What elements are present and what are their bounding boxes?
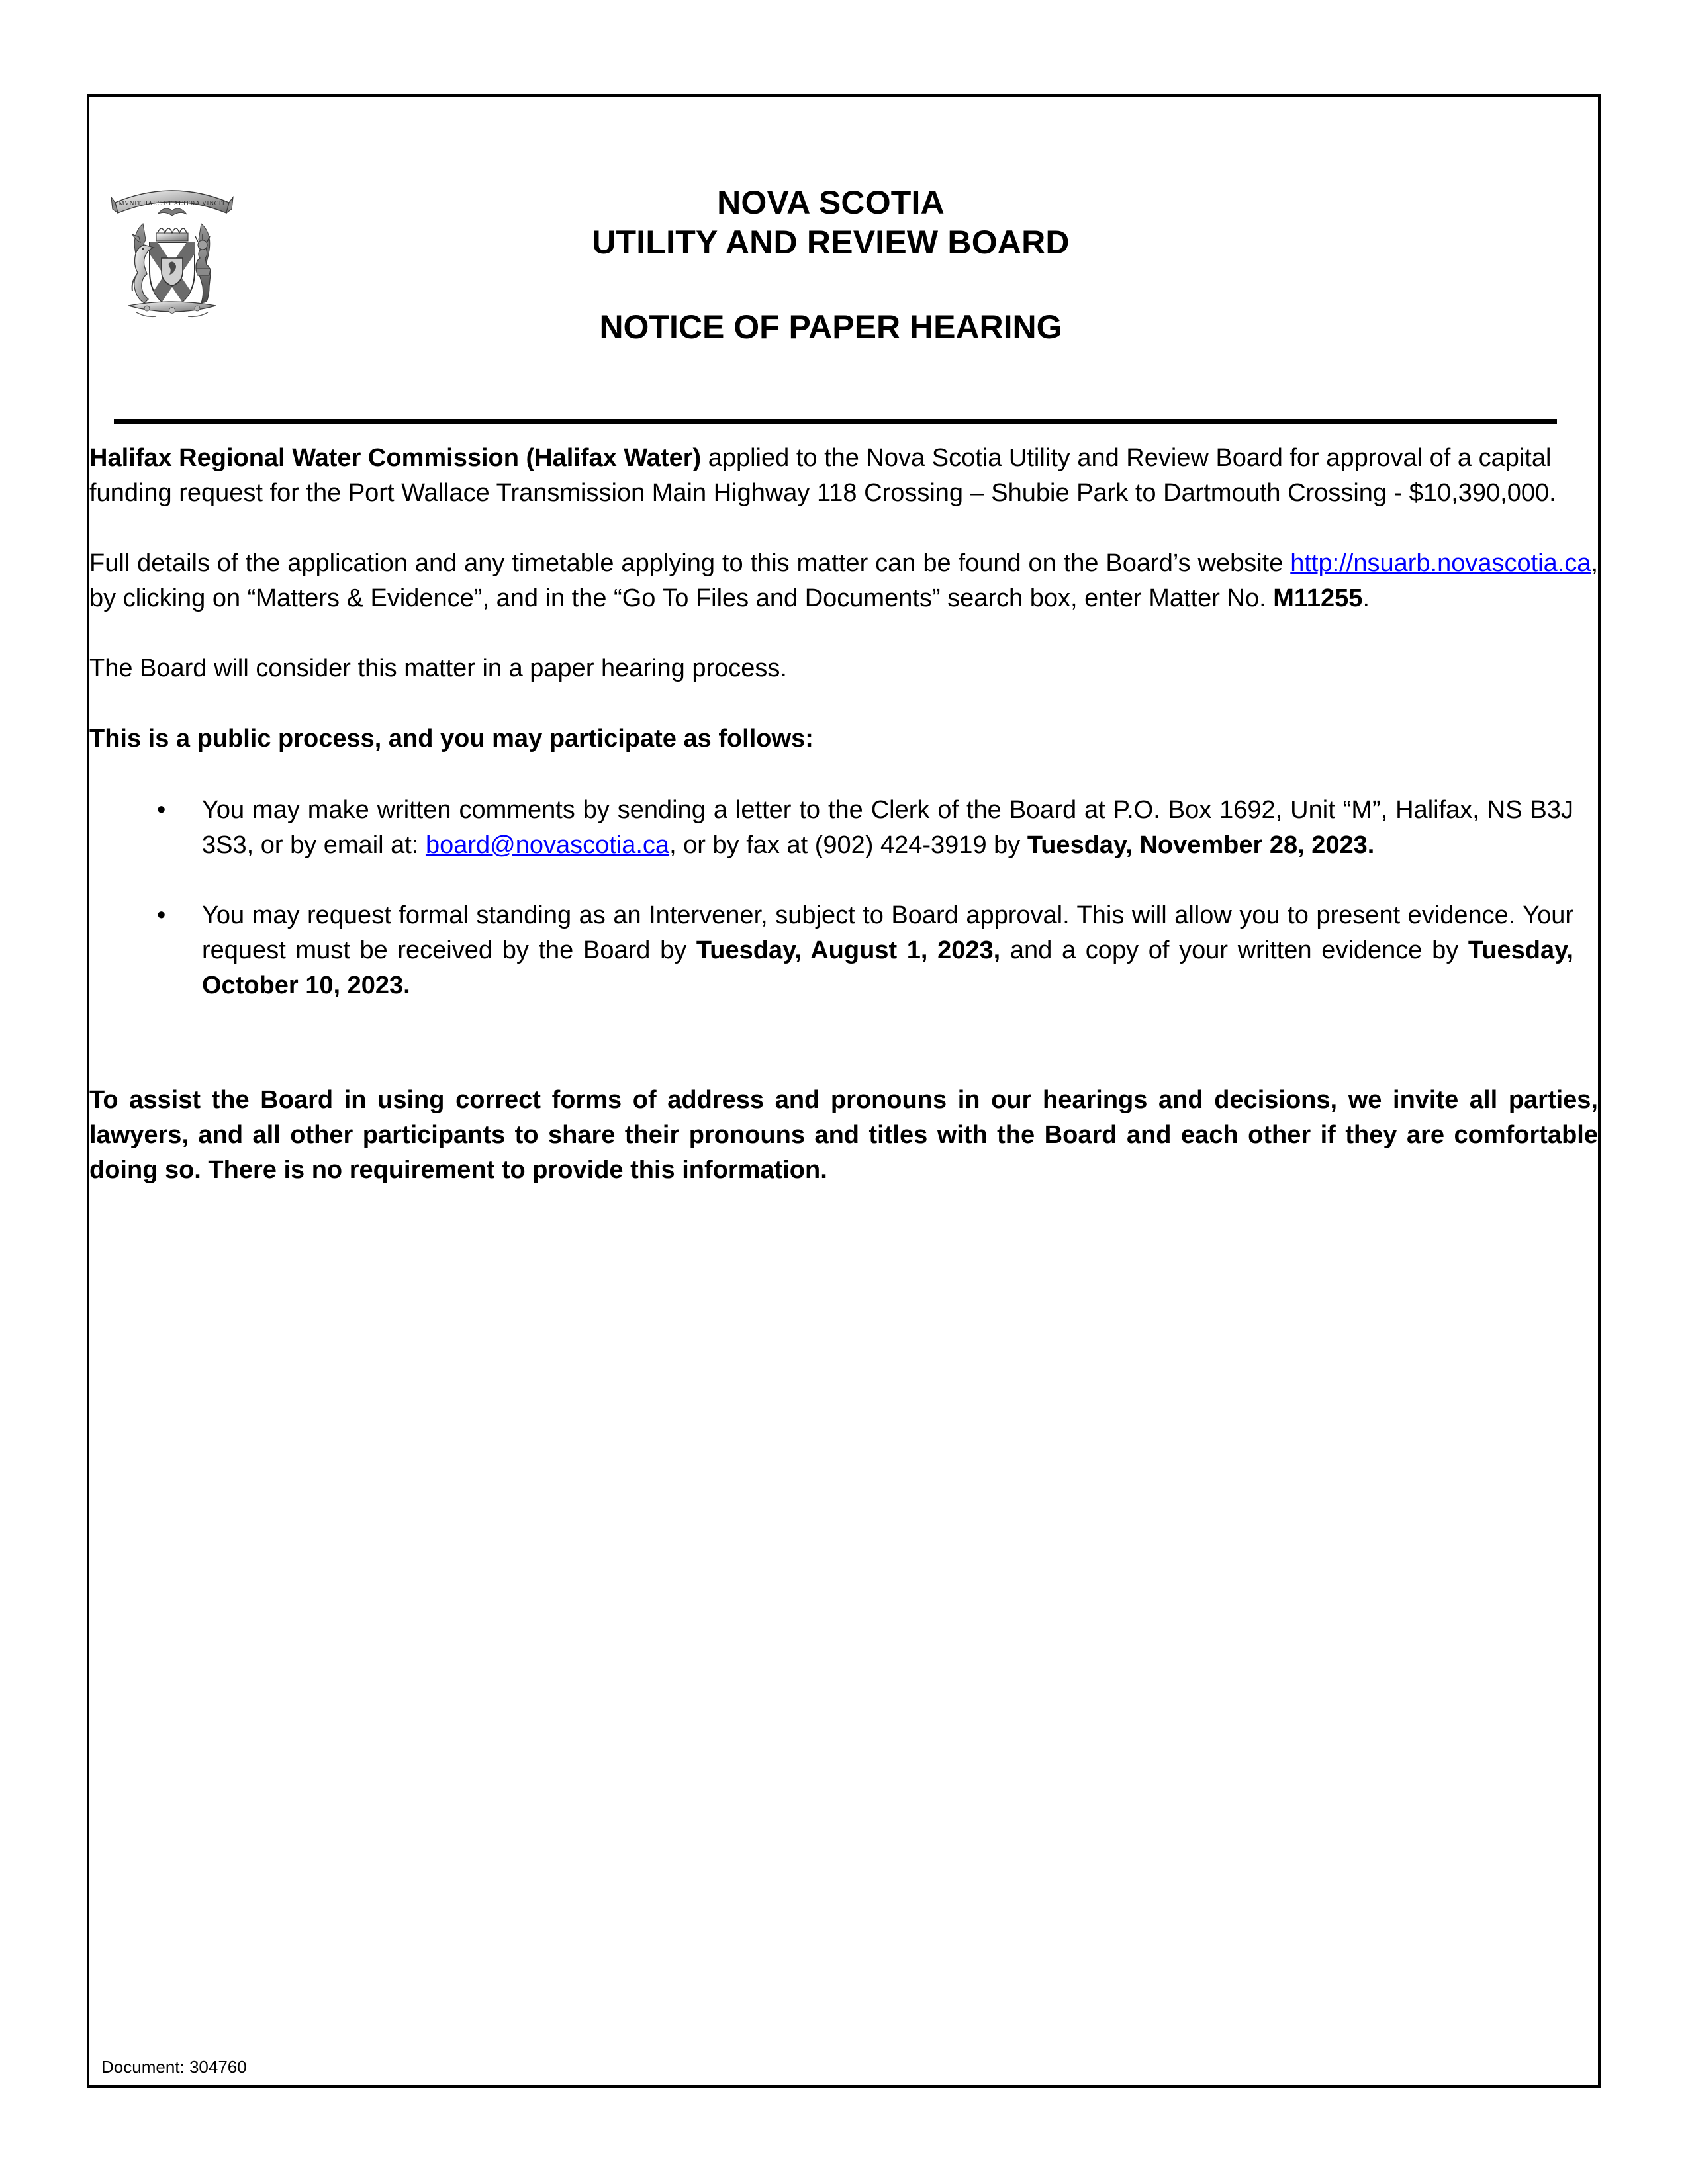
paragraph-paper-hearing: The Board will consider this matter in a paper hearing process.	[89, 655, 787, 682]
coat-of-arms-icon	[106, 176, 238, 341]
applicant-name: Halifax Regional Water Commission (Halifax Water)	[89, 444, 702, 472]
document-header	[89, 97, 1598, 428]
bullet1-part1: You may make written comments by sending a letter to the Clerk of the Board at P.O. Box 1692, Unit “M”, Halifax, NS B3J 3S3, or by email at:	[202, 796, 1573, 859]
svg-text:MVNIT HAEC ET ALTERA VINCIT: MVNIT HAEC ET ALTERA VINCIT	[118, 201, 226, 207]
title-block	[248, 183, 1413, 347]
evidence-deadline: Tuesday, October 10, 2023.	[202, 936, 1573, 999]
list-item	[157, 898, 1573, 1003]
matter-number: M11255	[1273, 584, 1363, 612]
comment-deadline: Tuesday, November 28, 2023.	[1027, 831, 1375, 859]
paragraph-application	[89, 441, 1598, 511]
bullet2-part1: You may request formal standing as an Intervener, subject to Board approval. This will allow you to present evidence. Your request must be received by the Board by	[202, 901, 1573, 964]
bullet2-part2: and a copy of your written evidence by	[1000, 936, 1468, 964]
bullet-icon: •	[157, 796, 166, 824]
board-email-link[interactable]: board@novascotia.ca	[425, 831, 670, 859]
board-website-link[interactable]: http://nsuarb.novascotia.ca	[1290, 549, 1591, 577]
heading-public-process: This is a public process, and you may participate as follows:	[89, 725, 814, 752]
page-border	[87, 94, 1601, 2088]
org-name-line2: UTILITY AND REVIEW BOARD	[592, 224, 1070, 261]
bullet1-part2: , or by fax at (902) 424-3919 by	[669, 831, 1027, 859]
paragraph-details	[89, 546, 1598, 616]
intervener-deadline: Tuesday, August 1, 2023,	[696, 936, 1001, 964]
participation-options-list	[89, 793, 1598, 1003]
bullet-icon: •	[157, 901, 166, 929]
details-middle: , by clicking on “Matters & Evidence”, and in the “Go To Files and Documents” search box, enter Matter No.	[89, 549, 1598, 612]
paragraph-pronouns: To assist the Board in using correct forms of address and pronouns in our hearings and decisions, we invite all parties, lawyers, and all other participants to share their pronouns and titles with the Board and each other if they are comfortable doing so. There is no requirement to provide this information.	[89, 1086, 1598, 1184]
header-divider	[114, 419, 1557, 424]
details-tail: .	[1362, 584, 1370, 612]
document-body	[89, 441, 1598, 1188]
details-lead: Full details of the application and any timetable applying to this matter can be found on the Board’s website	[89, 549, 1291, 577]
document-id-footer: Document: 304760	[101, 2057, 247, 2077]
org-name-line1: NOVA SCOTIA	[717, 184, 945, 221]
list-item	[157, 793, 1573, 863]
notice-title: NOTICE OF PAPER HEARING	[599, 308, 1062, 345]
application-details: applied to the Nova Scotia Utility and Review Board for approval of a capital funding request for the Port Wallace Transmission Main Highway 118 Crossing – Shubie Park to Dartmouth Crossing - $10,390,000.	[89, 444, 1556, 507]
